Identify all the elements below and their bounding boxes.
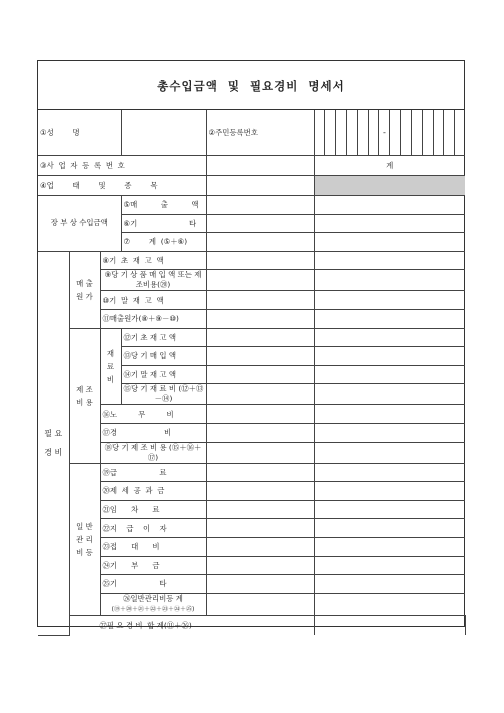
material-purchases-field[interactable] <box>206 347 314 366</box>
general-admin-total-formula: (⑲＋⑳＋㉑＋㉒＋㉓＋㉔＋㉕) <box>111 605 195 613</box>
label-purchases: ⑨당 기 상 품 매 입 액 또는 제조비용(⑳) <box>100 270 206 291</box>
label-cogs: ⑪매출원가(⑧＋⑨－⑩) <box>100 309 206 328</box>
salary-total-field[interactable] <box>314 463 465 482</box>
purchases-total-field[interactable] <box>314 270 465 291</box>
donations-field[interactable] <box>206 556 314 575</box>
label-cost-of-sales: 매 출 원 가 <box>69 251 100 328</box>
label-opening-inventory: ⑧기 초 재 고 액 <box>100 251 206 270</box>
document-title: 총수입금액 및 필요경비 명세서 <box>157 79 345 93</box>
manufacturing-total-field[interactable] <box>206 442 314 463</box>
label-income-total: ⑦ 계 (⑤＋⑥) <box>121 233 206 252</box>
name-field[interactable] <box>121 110 206 156</box>
material-cost-field[interactable] <box>206 384 314 405</box>
labor-field[interactable] <box>206 405 314 424</box>
material-closing-total-field[interactable] <box>314 365 465 384</box>
opening-inventory-total-field[interactable] <box>314 251 465 270</box>
salary-field[interactable] <box>206 463 314 482</box>
general-admin-total-field[interactable] <box>206 593 314 615</box>
cogs-total-field[interactable] <box>314 309 465 328</box>
material-cost-total-field[interactable] <box>314 384 465 405</box>
label-material-cost: ⑮당 기 재 료 비 (⑫＋⑬－⑭) <box>121 384 206 405</box>
manufacturing-total-sum-field[interactable] <box>314 442 465 463</box>
statement-table <box>38 110 465 636</box>
sales-field[interactable] <box>206 196 314 215</box>
other-income-field[interactable] <box>206 214 314 233</box>
label-other-expense: ㉕기 타 <box>100 575 206 594</box>
rent-field[interactable] <box>206 500 314 519</box>
cogs-field[interactable] <box>206 309 314 328</box>
closing-inventory-total-field[interactable] <box>314 291 465 310</box>
other-expense-total-field[interactable] <box>314 575 465 594</box>
other-expense-field[interactable] <box>206 575 314 594</box>
label-other-income: ⑥기 타 <box>121 214 206 233</box>
interest-field[interactable] <box>206 519 314 538</box>
label-name: ①성 명 <box>38 110 121 156</box>
label-business-type: ④업 태 및 종 목 <box>38 176 206 196</box>
title-band <box>38 61 464 110</box>
label-material-purchases: ⑬당 기 매 입 액 <box>121 347 206 366</box>
labor-total-field[interactable] <box>314 405 465 424</box>
label-salary: ⑲급 료 <box>100 463 206 482</box>
label-grand-total: ㉗필 요 경 비 합 계(⑪＋㉖) <box>69 615 314 635</box>
rent-total-field[interactable] <box>314 500 465 519</box>
label-required-expenses: 필 요 경 비 <box>38 251 69 635</box>
material-opening-field[interactable] <box>206 328 314 347</box>
statement-form <box>37 60 465 630</box>
business-registration-field[interactable] <box>206 156 314 176</box>
label-material-opening: ⑫기 초 재 고 액 <box>121 328 206 347</box>
label-donations: ㉔기 부 금 <box>100 556 206 575</box>
label-materials: 재 료 비 <box>100 328 121 405</box>
label-ssn: ②주민등록번호 <box>206 110 314 156</box>
entertainment-total-field[interactable] <box>314 537 465 556</box>
label-rent: ㉑임 차 료 <box>100 500 206 519</box>
donations-total-field[interactable] <box>314 556 465 575</box>
closing-inventory-field[interactable] <box>206 291 314 310</box>
material-purchases-total-field[interactable] <box>314 347 465 366</box>
ssn-dash: - <box>378 110 389 155</box>
label-ledger-income: 장 부 상 수입금액 <box>38 196 121 252</box>
general-admin-total-text: ㉖일반관리비등 계 <box>123 593 183 603</box>
purchases-field[interactable] <box>206 270 314 291</box>
taxes-total-field[interactable] <box>314 482 465 501</box>
expenses-total-field[interactable] <box>314 423 465 442</box>
income-total-field[interactable] <box>206 233 314 252</box>
general-admin-total-sum-field[interactable] <box>314 593 465 615</box>
other-income-total-field[interactable] <box>314 214 465 233</box>
label-expenses: ⑰경 비 <box>100 423 206 442</box>
expenses-field[interactable] <box>206 423 314 442</box>
label-entertainment: ㉓접 대 비 <box>100 537 206 556</box>
label-general-admin-total <box>100 593 206 615</box>
label-labor: ⑯노 무 비 <box>100 405 206 424</box>
label-manufacturing-cost: 제 조 비 용 <box>69 328 100 463</box>
label-closing-inventory: ⑩기 말 재 고 액 <box>100 291 206 310</box>
label-sales: ⑤매 출 액 <box>121 196 206 215</box>
total-column-header: 계 <box>314 156 465 176</box>
material-opening-total-field[interactable] <box>314 328 465 347</box>
label-material-closing: ⑭기 말 재 고 액 <box>121 365 206 384</box>
label-general-admin: 일 반 관 리 비 등 <box>69 463 100 615</box>
taxes-field[interactable] <box>206 482 314 501</box>
business-type-field[interactable] <box>206 176 314 196</box>
ssn-field[interactable] <box>314 110 465 156</box>
shaded-cell <box>314 176 465 196</box>
label-manufacturing-total: ⑱당 기 제 조 비 용 (⑮＋⑯＋⑰) <box>100 442 206 463</box>
sales-total-field[interactable] <box>314 196 465 215</box>
income-total-sum-field[interactable] <box>314 233 465 252</box>
grand-total-field[interactable] <box>314 615 465 635</box>
label-interest: ㉒지 급 이 자 <box>100 519 206 538</box>
material-closing-field[interactable] <box>206 365 314 384</box>
entertainment-field[interactable] <box>206 537 314 556</box>
label-taxes: ⑳제 세 공 과 금 <box>100 482 206 501</box>
opening-inventory-field[interactable] <box>206 251 314 270</box>
interest-total-field[interactable] <box>314 519 465 538</box>
label-business-registration: ③사 업 자 등 록 번 호 <box>38 156 206 176</box>
